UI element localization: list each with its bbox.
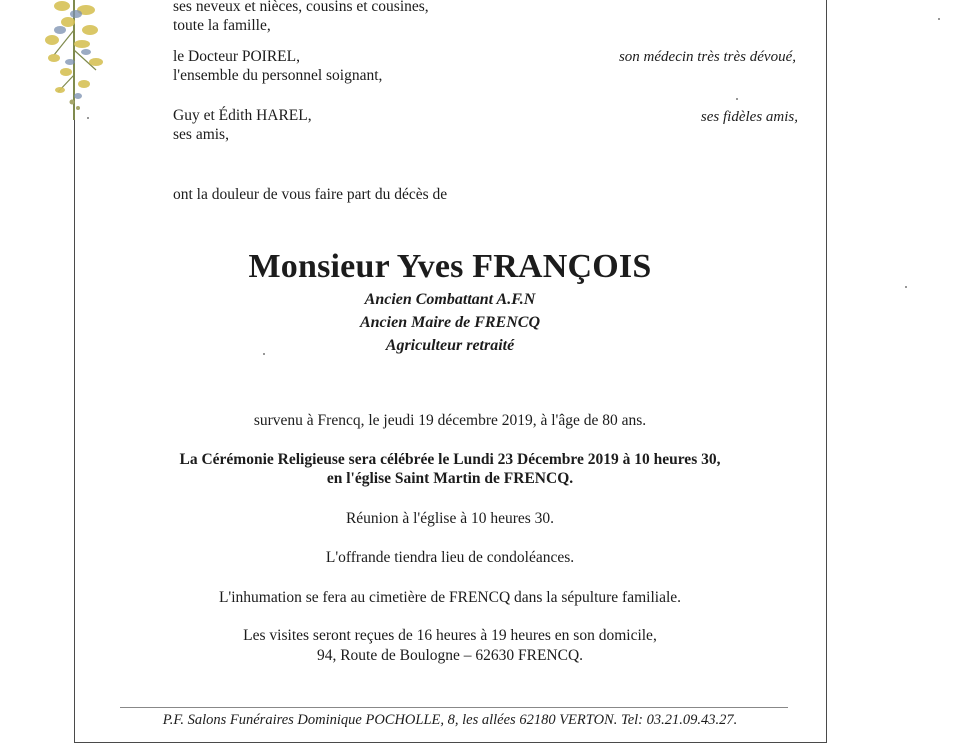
meeting-info: Réunion à l'église à 10 heures 30. [345,510,555,527]
ceremony-line-1: La Cérémonie Religieuse sera célébrée le Lundi 23 Décembre 2019 à 10 heures 30, [179,451,721,468]
scan-speck [905,286,907,288]
deceased-title-1: Ancien Combattant A.F.N [364,291,536,308]
frame-bottom-border [74,742,827,743]
sender-friends-line2: ses amis, [173,126,229,143]
senders-line-nephews: ses neveux et nièces, cousins et cousines, [173,0,429,15]
visits-line-1: Les visites seront reçues de 16 heures à 19 heures en son domicile, [243,627,657,644]
senders-line-family: toute la famille, [173,17,271,34]
scan-speck [938,18,940,20]
visits-line-2: 94, Route de Boulogne – 62630 FRENCQ. [316,647,584,664]
sender-friends-role: ses fidèles amis, [700,109,798,125]
deceased-title-3: Agriculteur retraité [385,337,515,354]
funeral-home-footer: P.F. Salons Funéraires Dominique POCHOLLE, 8, les allées 62180 VERTON. Tel: 03.21.09.43.27. [162,712,738,728]
scan-speck [263,353,265,355]
deceased-name: Monsieur Yves FRANÇOIS [248,248,652,285]
sender-staff: l'ensemble du personnel soignant, [173,67,383,84]
burial-info: L'inhumation se fera au cimetière de FRENCQ dans la sépulture familiale. [218,589,682,606]
offering-info: L'offrande tiendra lieu de condoléances. [325,549,575,566]
scan-speck [87,117,89,119]
footer-divider [120,707,788,708]
ceremony-line-2: en l'église Saint Martin de FRENCQ. [326,470,574,487]
scan-speck [736,98,738,100]
sender-doctor-role: son médecin très très dévoué, [618,49,796,65]
announcement-text: ont la douleur de vous faire part du décès de [173,186,448,203]
deceased-title-2: Ancien Maire de FRENCQ [359,314,540,331]
sender-doctor-name: le Docteur POIREL, [173,48,300,65]
death-details: survenu à Frencq, le jeudi 19 décembre 2019, à l'âge de 80 ans. [253,412,647,429]
sender-friends-names: Guy et Édith HAREL, [173,107,312,124]
flower-decoration-icon [24,0,116,128]
